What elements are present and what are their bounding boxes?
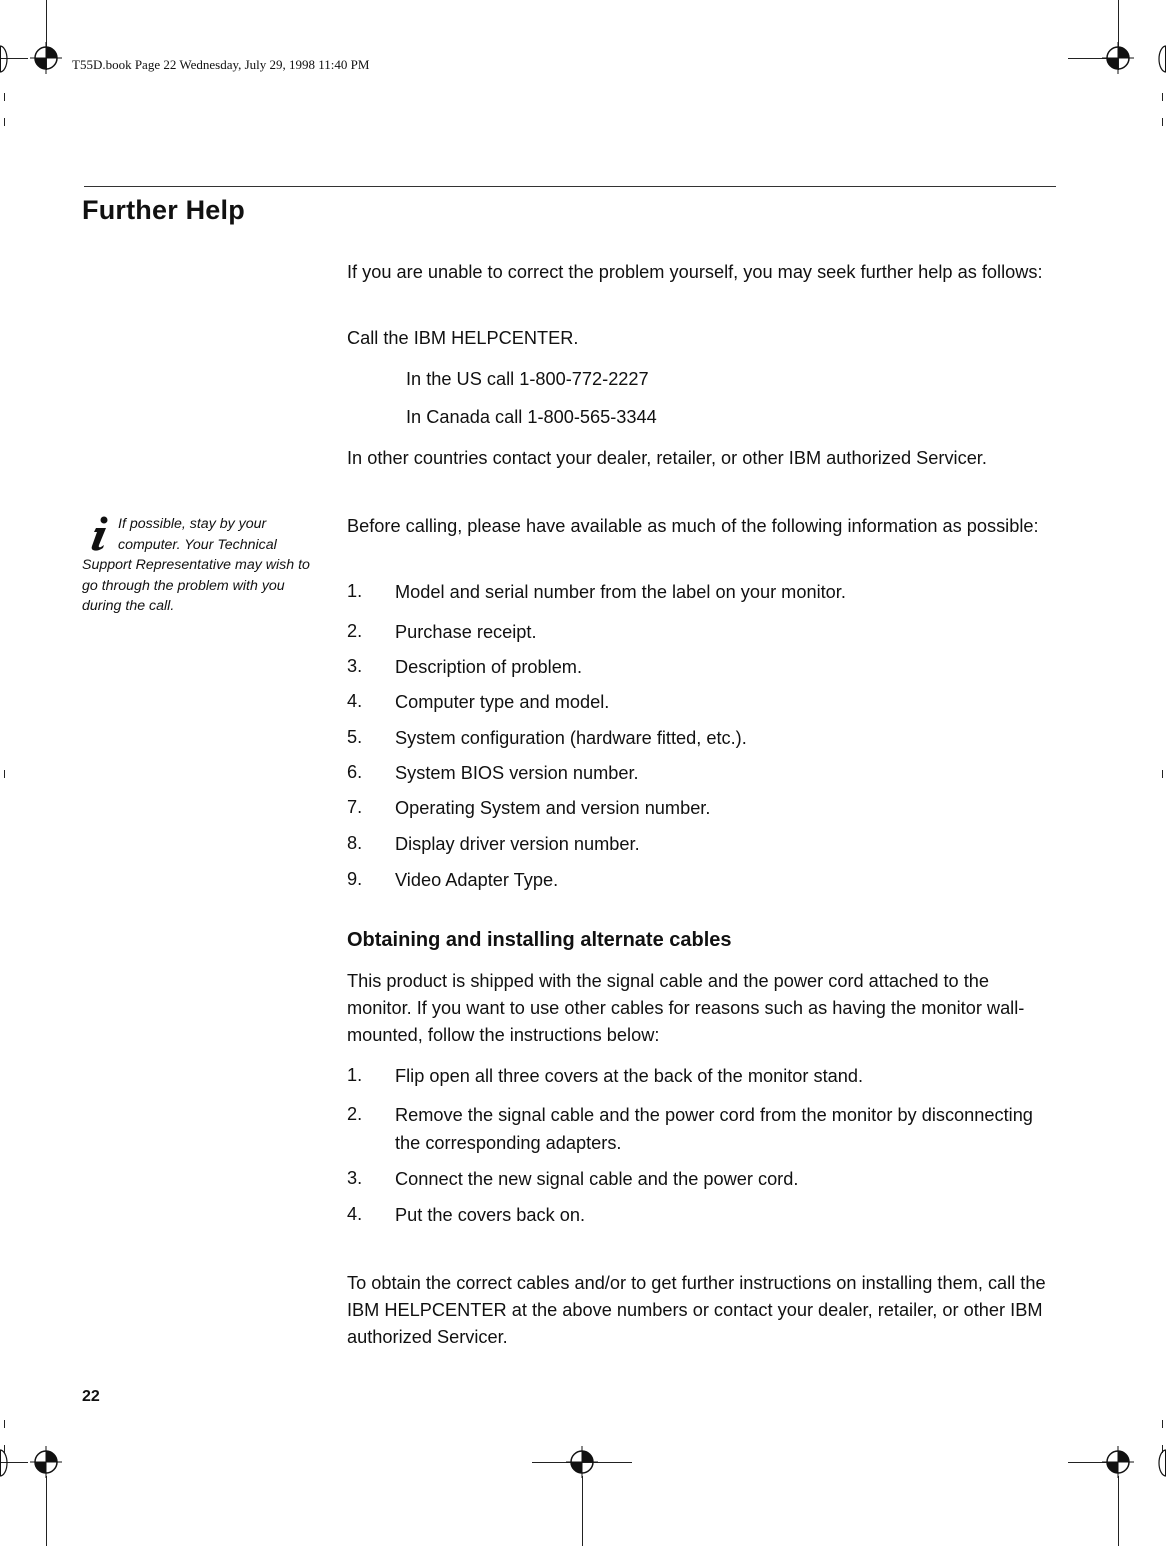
side-note [82, 514, 318, 617]
edge-registration-icon [1158, 44, 1166, 74]
registration-mark-icon [1102, 1446, 1134, 1478]
page-title: Further Help [82, 195, 245, 225]
cables-intro-paragraph: This product is shipped with the signal cable and the power cord attached to the monitor. If you want to use other cables for reasons such as having the monitor wall-mounted, follow the instructions below: [347, 971, 1025, 1045]
registration-mark-icon [30, 42, 62, 74]
cables-heading: Obtaining and installing alternate cables [347, 929, 732, 951]
registration-mark-icon [1102, 42, 1134, 74]
registration-mark-icon [30, 1446, 62, 1478]
call-paragraph: Call the IBM HELPCENTER. [347, 328, 579, 348]
print-slug: T55D.book Page 22 Wednesday, July 29, 1998 11:40 PM [72, 57, 370, 72]
before-calling-paragraph: Before calling, please have available as much of the following information as possible: [347, 516, 1039, 536]
us-phone: In the US call 1-800-772-2227 [406, 369, 649, 389]
canada-phone: In Canada call 1-800-565-3344 [406, 407, 657, 427]
side-note-text: If possible, stay by your computer. Your Technical Support Representative may wish to go through the problem with you during the call. [82, 516, 310, 614]
heading-rule [84, 186, 1056, 187]
other-countries-paragraph: In other countries contact your dealer, retailer, or other IBM authorized Servicer. [347, 448, 987, 468]
edge-registration-icon [0, 1448, 8, 1478]
cables-closing-paragraph: To obtain the correct cables and/or to get further instructions on installing them, call the IBM HELPCENTER at the above numbers or contact your dealer, retailer, or other IBM authorized Servicer. [347, 1273, 1046, 1347]
intro-paragraph: If you are unable to correct the problem yourself, you may seek further help as follows: [347, 262, 1043, 282]
page-number: 22 [82, 1388, 100, 1405]
info-icon [82, 514, 116, 552]
registration-mark-icon [566, 1446, 598, 1478]
edge-registration-icon [1158, 1448, 1166, 1478]
edge-registration-icon [0, 44, 8, 74]
